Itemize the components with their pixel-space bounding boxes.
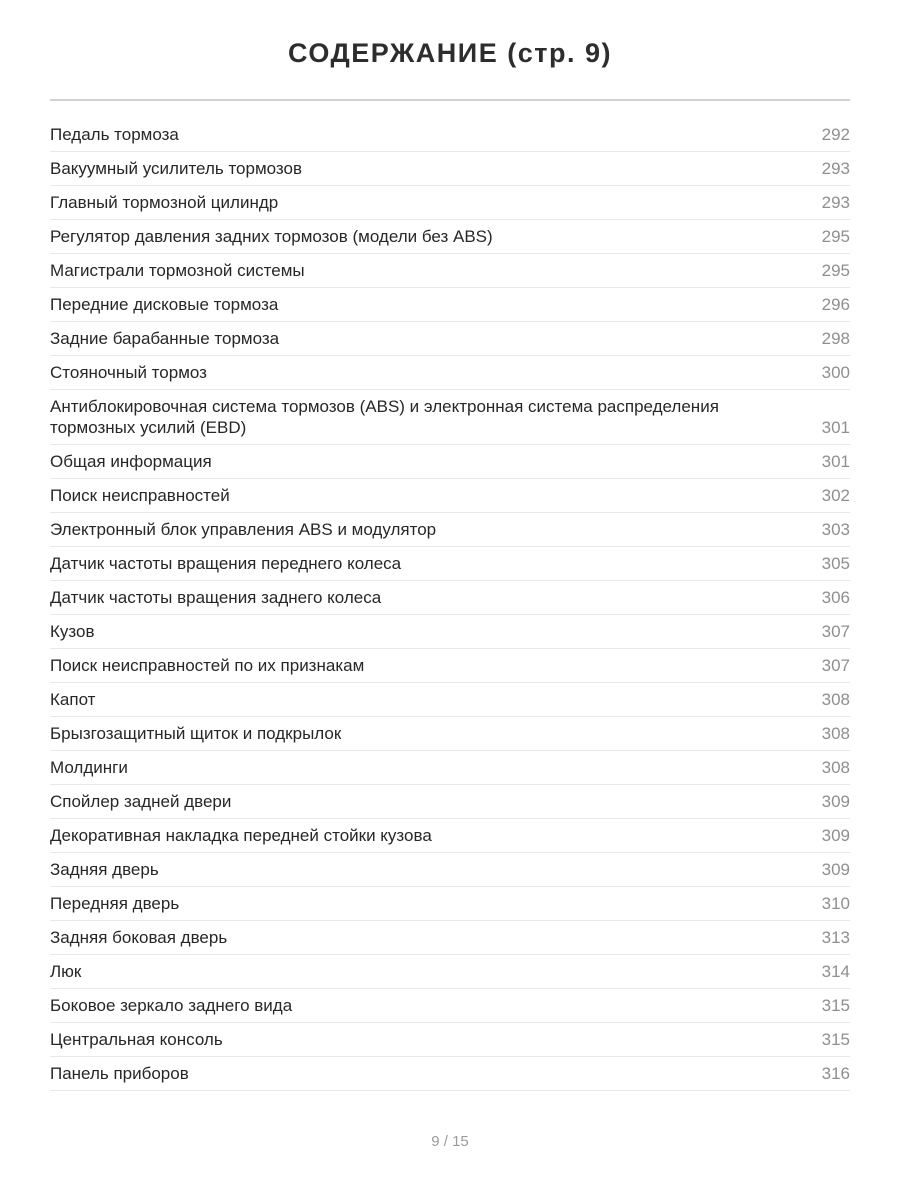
toc-entry-label: Электронный блок управления ABS и модулятор <box>50 520 437 539</box>
toc-entry-label: Магистрали тормозной системы <box>50 261 305 280</box>
toc-entry-page-number: 302 <box>821 486 850 505</box>
toc-entry-page-number: 315 <box>821 1030 850 1049</box>
toc-row[interactable] <box>50 921 850 955</box>
toc-entry-label: Молдинги <box>50 758 128 777</box>
toc-entry-page-number: 305 <box>821 554 850 573</box>
toc-row[interactable] <box>50 322 850 356</box>
toc-entry-label: Люк <box>50 962 82 981</box>
toc-row[interactable] <box>50 785 850 819</box>
page-title: СОДЕРЖАНИЕ (стр. 9) <box>288 38 612 68</box>
toc-row[interactable] <box>50 390 850 445</box>
toc-entry-page-number: 293 <box>821 159 850 178</box>
toc-entry-label: Капот <box>50 690 96 709</box>
toc-row[interactable] <box>50 853 850 887</box>
toc-entry-page-number: 307 <box>821 656 850 675</box>
toc-list <box>50 118 850 1091</box>
toc-entry-page-number: 309 <box>821 826 850 845</box>
toc-row[interactable] <box>50 513 850 547</box>
toc-row[interactable] <box>50 751 850 785</box>
toc-row[interactable] <box>50 445 850 479</box>
toc-entry-page-number: 309 <box>821 860 850 879</box>
toc-entry-label: Антиблокировочная система тормозов (ABS) и электронная система распределения тормозных усилий (EBD) <box>50 397 719 437</box>
toc-row[interactable] <box>50 649 850 683</box>
toc-row[interactable] <box>50 683 850 717</box>
toc-entry-page-number: 313 <box>821 928 850 947</box>
toc-entry-page-number: 309 <box>821 792 850 811</box>
toc-entry-label: Педаль тормоза <box>50 125 179 144</box>
toc-entry-page-number: 308 <box>821 758 850 777</box>
toc-entry-label: Задние барабанные тормоза <box>50 329 280 348</box>
toc-row[interactable] <box>50 254 850 288</box>
toc-entry-label: Поиск неисправностей <box>50 486 230 505</box>
toc-row[interactable] <box>50 186 850 220</box>
toc-entry-page-number: 308 <box>821 724 850 743</box>
toc-row[interactable] <box>50 989 850 1023</box>
toc-entry-label: Датчик частоты вращения заднего колеса <box>50 588 382 607</box>
toc-entry-label: Передняя дверь <box>50 894 180 913</box>
toc-row[interactable] <box>50 581 850 615</box>
toc-row[interactable] <box>50 152 850 186</box>
toc-entry-label: Регулятор давления задних тормозов (модели без ABS) <box>50 227 493 246</box>
toc-entry-label: Задняя боковая дверь <box>50 928 228 947</box>
toc-entry-label: Вакуумный усилитель тормозов <box>50 159 302 178</box>
toc-entry-label: Стояночный тормоз <box>50 363 207 382</box>
toc-entry-page-number: 303 <box>821 520 850 539</box>
toc-entry-page-number: 301 <box>821 452 850 471</box>
toc-row[interactable] <box>50 356 850 390</box>
toc-row[interactable] <box>50 220 850 254</box>
toc-entry-page-number: 292 <box>821 125 850 144</box>
toc-entry-label: Панель приборов <box>50 1064 189 1083</box>
toc-entry-label: Декоративная накладка передней стойки кузова <box>50 826 432 845</box>
toc-entry-label: Главный тормозной цилиндр <box>50 193 279 212</box>
toc-entry-page-number: 301 <box>821 418 850 437</box>
toc-entry-label: Датчик частоты вращения переднего колеса <box>50 554 402 573</box>
toc-row[interactable] <box>50 955 850 989</box>
toc-row[interactable] <box>50 615 850 649</box>
toc-row[interactable] <box>50 717 850 751</box>
toc-entry-label: Кузов <box>50 622 95 641</box>
toc-entry-page-number: 295 <box>821 227 850 246</box>
title-divider <box>50 99 850 101</box>
toc-entry-label: Общая информация <box>50 452 212 471</box>
toc-row[interactable] <box>50 819 850 853</box>
toc-row[interactable] <box>50 288 850 322</box>
toc-row[interactable] <box>50 1057 850 1091</box>
toc-entry-page-number: 307 <box>821 622 850 641</box>
toc-entry-page-number: 316 <box>821 1064 850 1083</box>
toc-row[interactable] <box>50 547 850 581</box>
toc-entry-page-number: 306 <box>821 588 850 607</box>
toc-entry-label: Центральная консоль <box>50 1030 223 1049</box>
toc-entry-label: Брызгозащитный щиток и подкрылок <box>50 724 342 743</box>
toc-entry-page-number: 310 <box>821 894 850 913</box>
toc-entry-label: Спойлер задней двери <box>50 792 232 811</box>
toc-entry-page-number: 308 <box>821 690 850 709</box>
toc-entry-label: Боковое зеркало заднего вида <box>50 996 293 1015</box>
toc-row[interactable] <box>50 479 850 513</box>
toc-row[interactable] <box>50 1023 850 1057</box>
toc-entry-page-number: 298 <box>821 329 850 348</box>
toc-entry-page-number: 293 <box>821 193 850 212</box>
toc-entry-page-number: 295 <box>821 261 850 280</box>
toc-entry-label: Поиск неисправностей по их признакам <box>50 656 365 675</box>
toc-entry-label: Передние дисковые тормоза <box>50 295 279 314</box>
toc-row[interactable] <box>50 118 850 152</box>
toc-row[interactable] <box>50 887 850 921</box>
page-indicator: 9 / 15 <box>431 1133 469 1150</box>
toc-entry-label: Задняя дверь <box>50 860 159 879</box>
toc-entry-page-number: 296 <box>821 295 850 314</box>
toc-entry-page-number: 314 <box>821 962 850 981</box>
toc-entry-page-number: 315 <box>821 996 850 1015</box>
toc-entry-page-number: 300 <box>821 363 850 382</box>
